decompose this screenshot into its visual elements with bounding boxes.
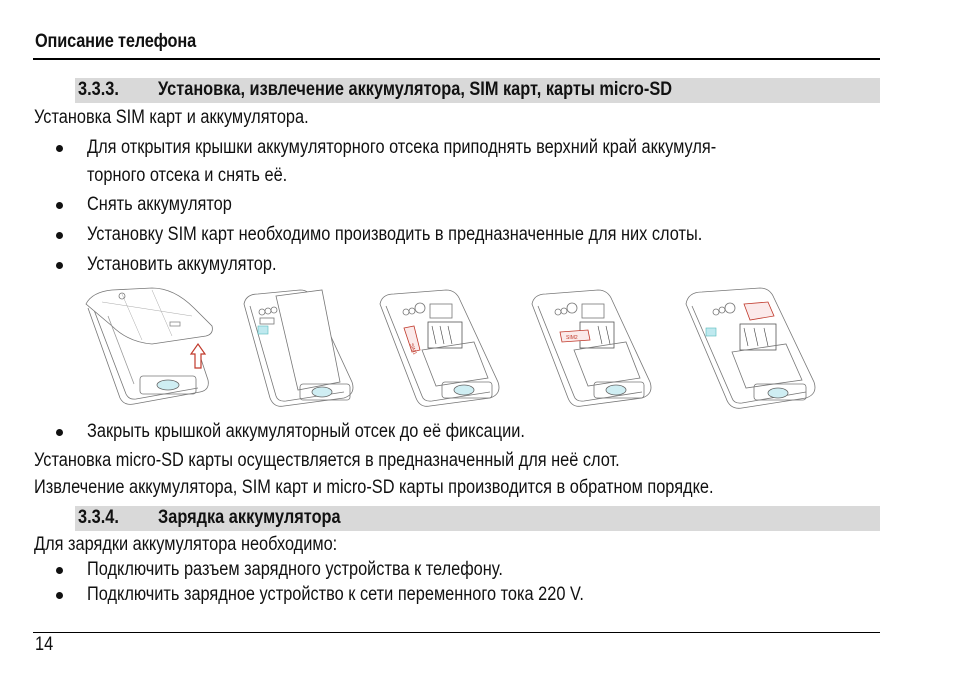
phone-remove-cover-illustration (82, 286, 222, 410)
header-rule (33, 58, 880, 60)
bullet-icon (56, 145, 63, 152)
phone-remove-battery-illustration (240, 286, 360, 410)
bullet-icon (56, 567, 63, 574)
section-number: 3.3.3. (78, 79, 119, 100)
section-heading-3-3-3 (75, 78, 880, 103)
manual-page: Описание телефона 3.3.3. Установка, извлечение аккумулятора, SIM карт, карты micro-SD Установка SIM карт и аккумулятора. Для открытия крышки аккумуляторного отсека приподнять верхний край аккумуля- торного отсека и снять её. Снять аккумулятор Установку SIM карт необходимо производить в предназначенные для них слоты. Установить аккумулятор. SIM1 SIM2 Закрыть крышкой аккумуляторный отсек до её фиксации. Установка micro-SD карты осуществляется в предназначенный для неё слот. Извлечение аккумулятора, SIM карт и micro-SD карты производится в обратном порядке. 3.3.4. Зарядка аккумулятора Для зарядки аккумулятора необходимо: Подключить разъем зарядного устройства к телефону. Подключить зарядное устройство к сети переменного тока 220 V. 14 (0, 0, 954, 695)
note-paragraph: Установка micro-SD карты осуществляется в предназначенный для неё слот. (34, 450, 620, 471)
svg-text:SIM2: SIM2 (566, 335, 578, 341)
section-number: 3.3.4. (78, 507, 119, 528)
section-title: Зарядка аккумулятора (158, 507, 341, 528)
footer-rule (33, 632, 880, 633)
section-intro: Установка SIM карт и аккумулятора. (34, 107, 309, 128)
bullet-icon (56, 592, 63, 599)
phone-insert-sim2-illustration (528, 286, 658, 410)
svg-text:SIM1: SIM1 (408, 342, 418, 356)
running-head: Описание телефона (35, 31, 196, 52)
bullet-icon (56, 232, 63, 239)
page-number: 14 (35, 634, 54, 655)
phone-insert-microsd-illustration (682, 286, 822, 410)
note-paragraph: Извлечение аккумулятора, SIM карт и micro-SD карты производится в обратном порядке. (34, 477, 714, 498)
bullet-icon (56, 429, 63, 436)
section-title: Установка, извлечение аккумулятора, SIM карт, карты micro-SD (158, 79, 673, 100)
phone-insert-sim1-illustration (376, 286, 506, 410)
installation-illustrations (82, 286, 822, 410)
section-intro: Для зарядки аккумулятора необходимо: (34, 534, 338, 555)
section-heading-3-3-4 (75, 506, 880, 531)
bullet-icon (56, 262, 63, 269)
bullet-icon (56, 202, 63, 209)
